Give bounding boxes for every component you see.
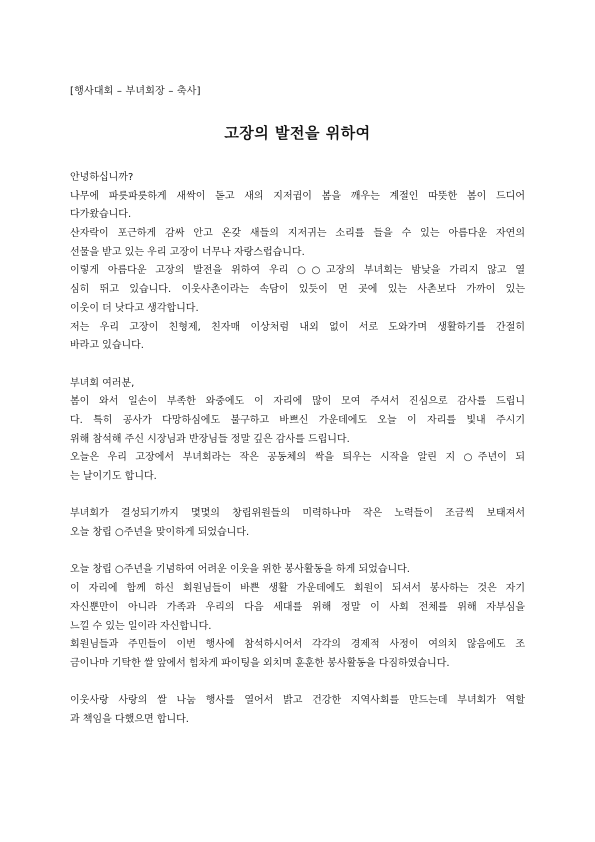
body-paragraph <box>70 375 525 394</box>
text-line: 는 날이기도 합니다. <box>70 471 157 482</box>
body-paragraph <box>70 561 525 580</box>
body-paragraph <box>70 225 525 262</box>
text-line: 오늘 창립 ○주년을 맞이하게 되었습니다. <box>70 527 250 539</box>
body-paragraph <box>70 393 525 449</box>
body-paragraph <box>70 449 525 486</box>
document-category: [행사대회 – 부녀회장 – 축사] <box>70 86 201 97</box>
text-line: 심히 뛰고 있습니다. 이웃사촌이라는 속담이 있듯이 먼 곳에 있는 사촌보다 가까이 있는 <box>70 284 525 296</box>
body-paragraph <box>70 692 525 729</box>
text-line: 이웃이 더 낫다고 생각합니다. <box>70 302 199 314</box>
text-line: 회원님들과 주민들이 이번 행사에 참석하시어서 각각의 경제적 사정이 여의치 않음에도 조 <box>70 639 525 651</box>
text-line: 오늘은 우리 고장에서 부녀회라는 작은 공동체의 싹을 틔우는 시작을 알린 지 ○주년이 되 <box>70 452 525 464</box>
body-paragraph <box>70 169 525 188</box>
text-line: 산자락이 포근하게 감싸 안고 온갖 새들의 지저귀는 소리를 들을 수 있는 아름다운 자연의 <box>70 228 525 240</box>
body-paragraph <box>70 636 525 673</box>
text-line: 나무에 파릇파릇하게 새싹이 돋고 새의 지저귐이 봄을 깨우는 계절인 따뜻한 봄이 드디어 <box>70 190 525 202</box>
text-line: 다. 특히 공사가 다망하심에도 불구하고 바쁘신 가운데에도 오늘 이 자리를 빛내 주시기 <box>70 414 525 426</box>
body-paragraph <box>70 319 525 356</box>
document-body <box>70 169 525 730</box>
text-line: 봄이 와서 일손이 부족한 와중에도 이 자리에 많이 모여 주셔서 진심으로 감사를 드립니 <box>70 396 525 408</box>
document-title: 고장의 발전을 위하여 <box>224 124 371 142</box>
text-line: 과 책임을 다했으면 합니다. <box>70 713 189 725</box>
body-paragraph <box>70 505 525 542</box>
text-line: 이 자리에 함께 하신 회원님들이 바쁜 생활 가운데에도 회원이 되셔서 봉사하는 것은 자기 <box>70 583 525 595</box>
text-line: 오늘 창립 ○주년을 기념하여 어려운 이웃을 위한 봉사활동을 하게 되었습니다. <box>70 564 410 576</box>
text-line: 이웃사랑 사랑의 쌀 나눔 행사를 열어서 밝고 건강한 지역사회를 만드는데 부녀회가 역할 <box>70 695 525 707</box>
text-line: 이렇게 아름다운 고장의 발전을 위하여 우리 ○○고장의 부녀회는 밤낮을 가리지 않고 열 <box>70 265 525 277</box>
paragraph-spacer <box>70 487 525 506</box>
text-line: 다가왔습니다. <box>70 209 132 221</box>
text-line: 안녕하십니까? <box>70 172 134 183</box>
paragraph-spacer <box>70 674 525 693</box>
body-paragraph <box>70 580 525 636</box>
text-line: 느낄 수 있는 일이라 자신합니다. <box>70 620 212 632</box>
paragraph-spacer <box>70 356 525 375</box>
body-paragraph <box>70 188 525 225</box>
text-line: 바라고 있습니다. <box>70 340 144 352</box>
text-line: 부녀회가 결성되기까지 몇몇의 창립위원들의 미력하나마 작은 노력들이 조금씩 보태져서 <box>70 508 525 520</box>
text-line: 위해 참석해 주신 시장님과 반장님들 정말 깊은 감사를 드립니다. <box>70 433 350 445</box>
text-line: 선물을 받고 있는 우리 고장이 너무나 자랑스럽습니다. <box>70 246 305 258</box>
text-line: 부녀회 여러분, <box>70 377 135 389</box>
paragraph-spacer <box>70 543 525 562</box>
body-paragraph <box>70 262 525 318</box>
text-line: 자신뿐만이 아니라 가족과 우리의 다음 세대를 위해 정말 이 사회 전체를 위해 자부심을 <box>70 601 525 613</box>
text-line: 금이나마 기탁한 쌀 앞에서 힘차게 파이팅을 외치며 훈훈한 봉사활동을 다짐하였습니다. <box>70 657 450 669</box>
text-line: 저는 우리 고장이 친형제, 친자매 이상처럼 내외 없이 서로 도와가며 생활하기를 간절히 <box>70 321 525 333</box>
